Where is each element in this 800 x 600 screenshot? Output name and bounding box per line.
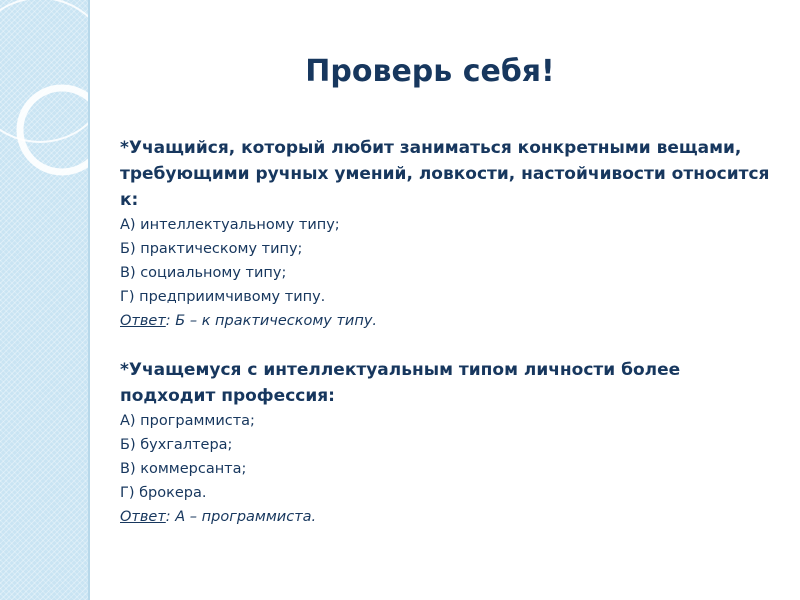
question-block-1 xyxy=(120,135,770,333)
options-list xyxy=(120,409,770,505)
answer-label: Ответ xyxy=(120,313,166,329)
slide-title: Проверь себя! xyxy=(305,54,555,89)
option-item: Г) брокера. xyxy=(120,485,207,501)
deco-circle-large xyxy=(0,0,90,142)
answer-text: : Б – к практическому типу. xyxy=(165,313,378,329)
option-item: А) интеллектуальному типу; xyxy=(120,217,340,233)
question-prompt: *Учащийся, который любит заниматься конкретными вещами, требующими ручных умений, ловкости, настойчивости относится к: xyxy=(120,138,770,210)
option-item: В) коммерсанта; xyxy=(120,461,247,477)
answer-label: Ответ xyxy=(120,509,166,525)
option-item: А) программиста; xyxy=(120,413,255,429)
quiz-content xyxy=(120,135,770,529)
spacer xyxy=(120,333,770,357)
option-item: Г) предприимчивому типу. xyxy=(120,289,326,305)
option-item: Б) бухгалтера; xyxy=(120,437,233,453)
answer-line xyxy=(120,505,770,529)
option-item: В) социальному типу; xyxy=(120,265,287,281)
answer-line xyxy=(120,309,770,333)
option-item: Б) практическому типу; xyxy=(120,241,303,257)
question-prompt: *Учащемуся с интеллектуальным типом личности более подходит профессия: xyxy=(120,360,681,406)
options-list xyxy=(120,213,770,309)
decorative-circles xyxy=(0,0,90,600)
decorative-side-band xyxy=(0,0,90,600)
question-block-2 xyxy=(120,357,770,529)
answer-text: : А – программиста. xyxy=(165,509,317,525)
